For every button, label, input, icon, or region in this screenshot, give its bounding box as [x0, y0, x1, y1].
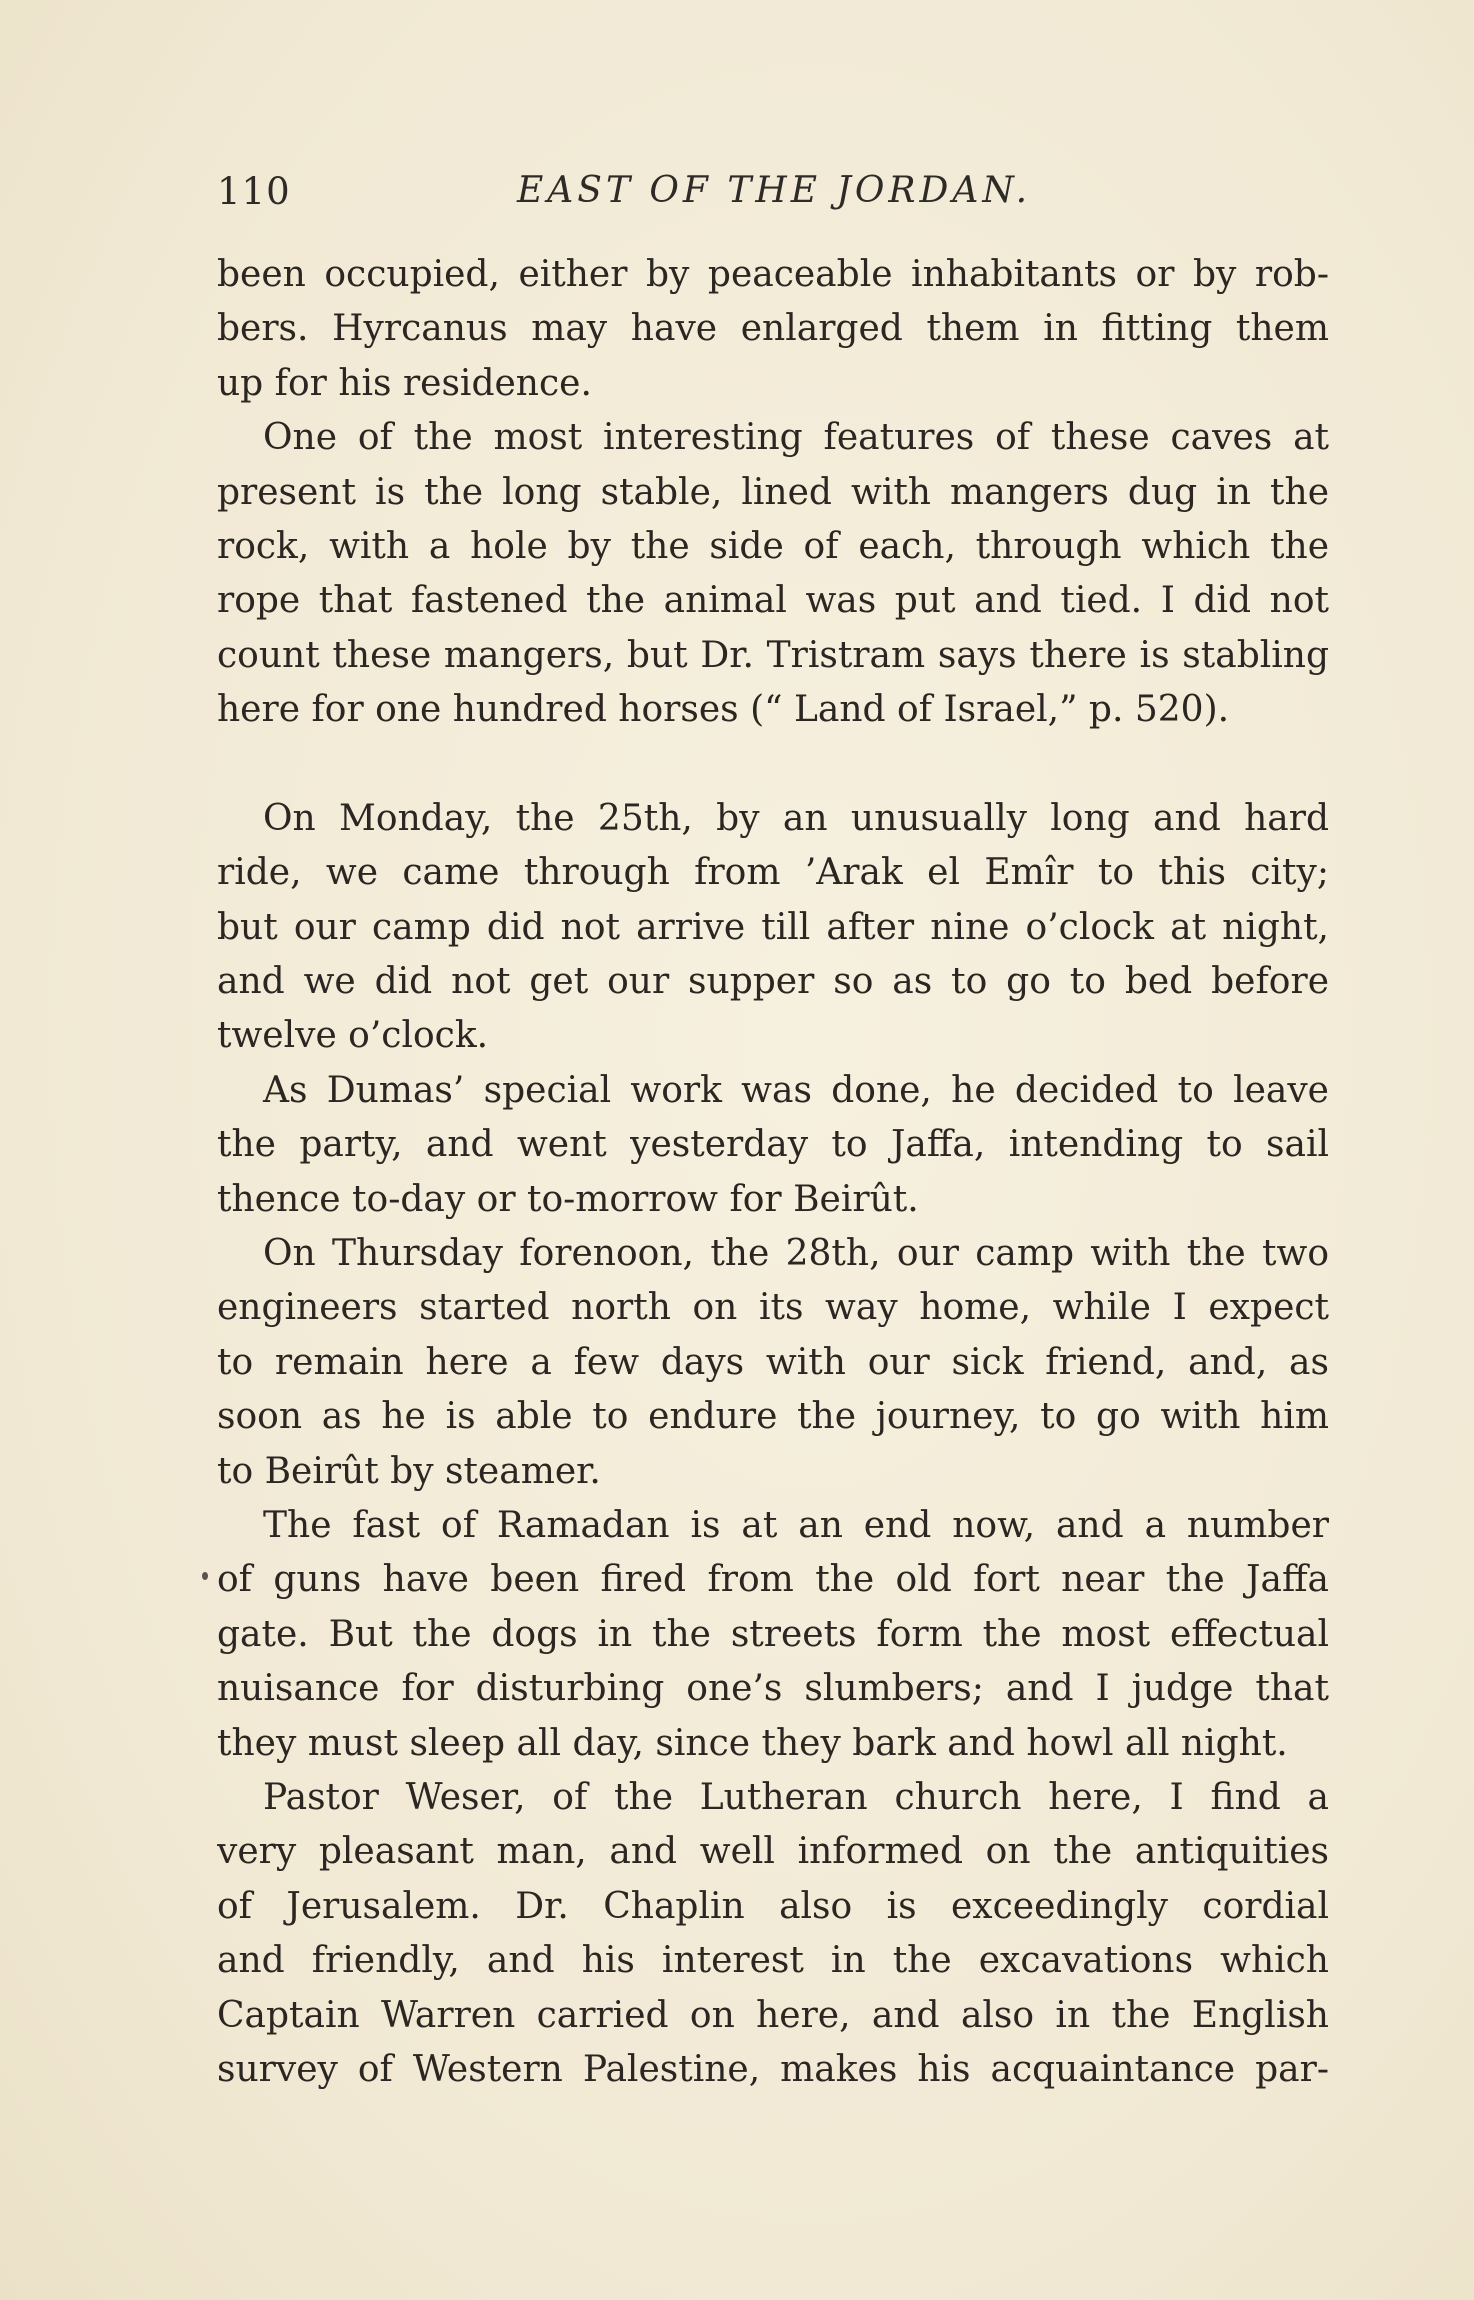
- ink-speck: [202, 1572, 208, 1580]
- text-line: rock, with a hole by the side of each, through which the: [217, 525, 1329, 567]
- text-line: Captain Warren carried on here, and also in the English: [217, 1994, 1329, 2036]
- text-line: thence to-day or to-morrow for Beirût.: [217, 1178, 919, 1220]
- text-line: One of the most interesting features of these caves at: [263, 417, 1329, 459]
- paragraph: [217, 1064, 1329, 1227]
- text-line: engineers started north on its way home, while I expect: [217, 1287, 1329, 1329]
- text-line: of Jerusalem. Dr. Chaplin also is exceedingly cordial: [217, 1885, 1329, 1927]
- text-line: of guns have been fired from the old fort near the Jaffa: [217, 1559, 1329, 1601]
- text-line: here for one hundred horses (“ Land of Israel,” p. 520).: [217, 689, 1230, 731]
- page-header: [217, 170, 1337, 230]
- text-line: survey of Western Palestine, makes his acquaintance par-: [217, 2048, 1329, 2090]
- text-line: ride, we came through from ’Arak el Emîr to this city;: [217, 852, 1329, 894]
- text-line: On Monday, the 25th, by an unusually long and hard: [263, 797, 1329, 839]
- text-line: up for his residence.: [217, 362, 592, 404]
- paragraph: [217, 411, 1329, 737]
- text-line: As Dumas’ special work was done, he decided to leave: [263, 1069, 1329, 1111]
- text-line: to remain here a few days with our sick friend, and, as: [217, 1341, 1329, 1383]
- text-line: soon as he is able to endure the journey, to go with him: [217, 1396, 1329, 1438]
- text-line: and we did not get our supper so as to go to bed before: [217, 961, 1329, 1003]
- text-line: The fast of Ramadan is at an end now, and a number: [263, 1504, 1329, 1546]
- text-line: to Beirût by steamer.: [217, 1450, 601, 1492]
- paragraph: [217, 792, 1329, 1064]
- text-line: they must sleep all day, since they bark and howl all night.: [217, 1722, 1288, 1764]
- section-break: [217, 738, 1329, 792]
- paragraph: [217, 1227, 1329, 1499]
- paragraph: [217, 1771, 1329, 2097]
- text-line: gate. But the dogs in the streets form the most effectual: [217, 1613, 1329, 1655]
- paragraph: [217, 1499, 1329, 1771]
- running-head: EAST OF THE JORDAN.: [517, 170, 1032, 211]
- text-line: but our camp did not arrive till after nine o’clock at night,: [217, 906, 1329, 948]
- text-line: the party, and went yesterday to Jaffa, intending to sail: [217, 1124, 1329, 1166]
- text-line: rope that fastened the animal was put and tied. I did not: [217, 580, 1329, 622]
- text-line: On Thursday forenoon, the 28th, our camp with the two: [263, 1233, 1329, 1275]
- paragraph: [217, 248, 1329, 411]
- text-line: Pastor Weser, of the Lutheran church here, I find a: [263, 1776, 1329, 1818]
- text-line: count these mangers, but Dr. Tristram says there is stabling: [217, 634, 1329, 676]
- page-number: 110: [217, 170, 291, 213]
- text-line: bers. Hyrcanus may have enlarged them in fitting them: [217, 308, 1329, 350]
- text-line: twelve o’clock.: [217, 1015, 489, 1057]
- body-text: [217, 248, 1329, 2097]
- text-line: present is the long stable, lined with mangers dug in the: [217, 471, 1329, 513]
- text-line: and friendly, and his interest in the excavations which: [217, 1940, 1329, 1982]
- text-line: been occupied, either by peaceable inhabitants or by rob-: [217, 254, 1329, 295]
- text-line: very pleasant man, and well informed on the antiquities: [217, 1831, 1329, 1873]
- text-line: nuisance for disturbing one’s slumbers; and I judge that: [217, 1668, 1329, 1710]
